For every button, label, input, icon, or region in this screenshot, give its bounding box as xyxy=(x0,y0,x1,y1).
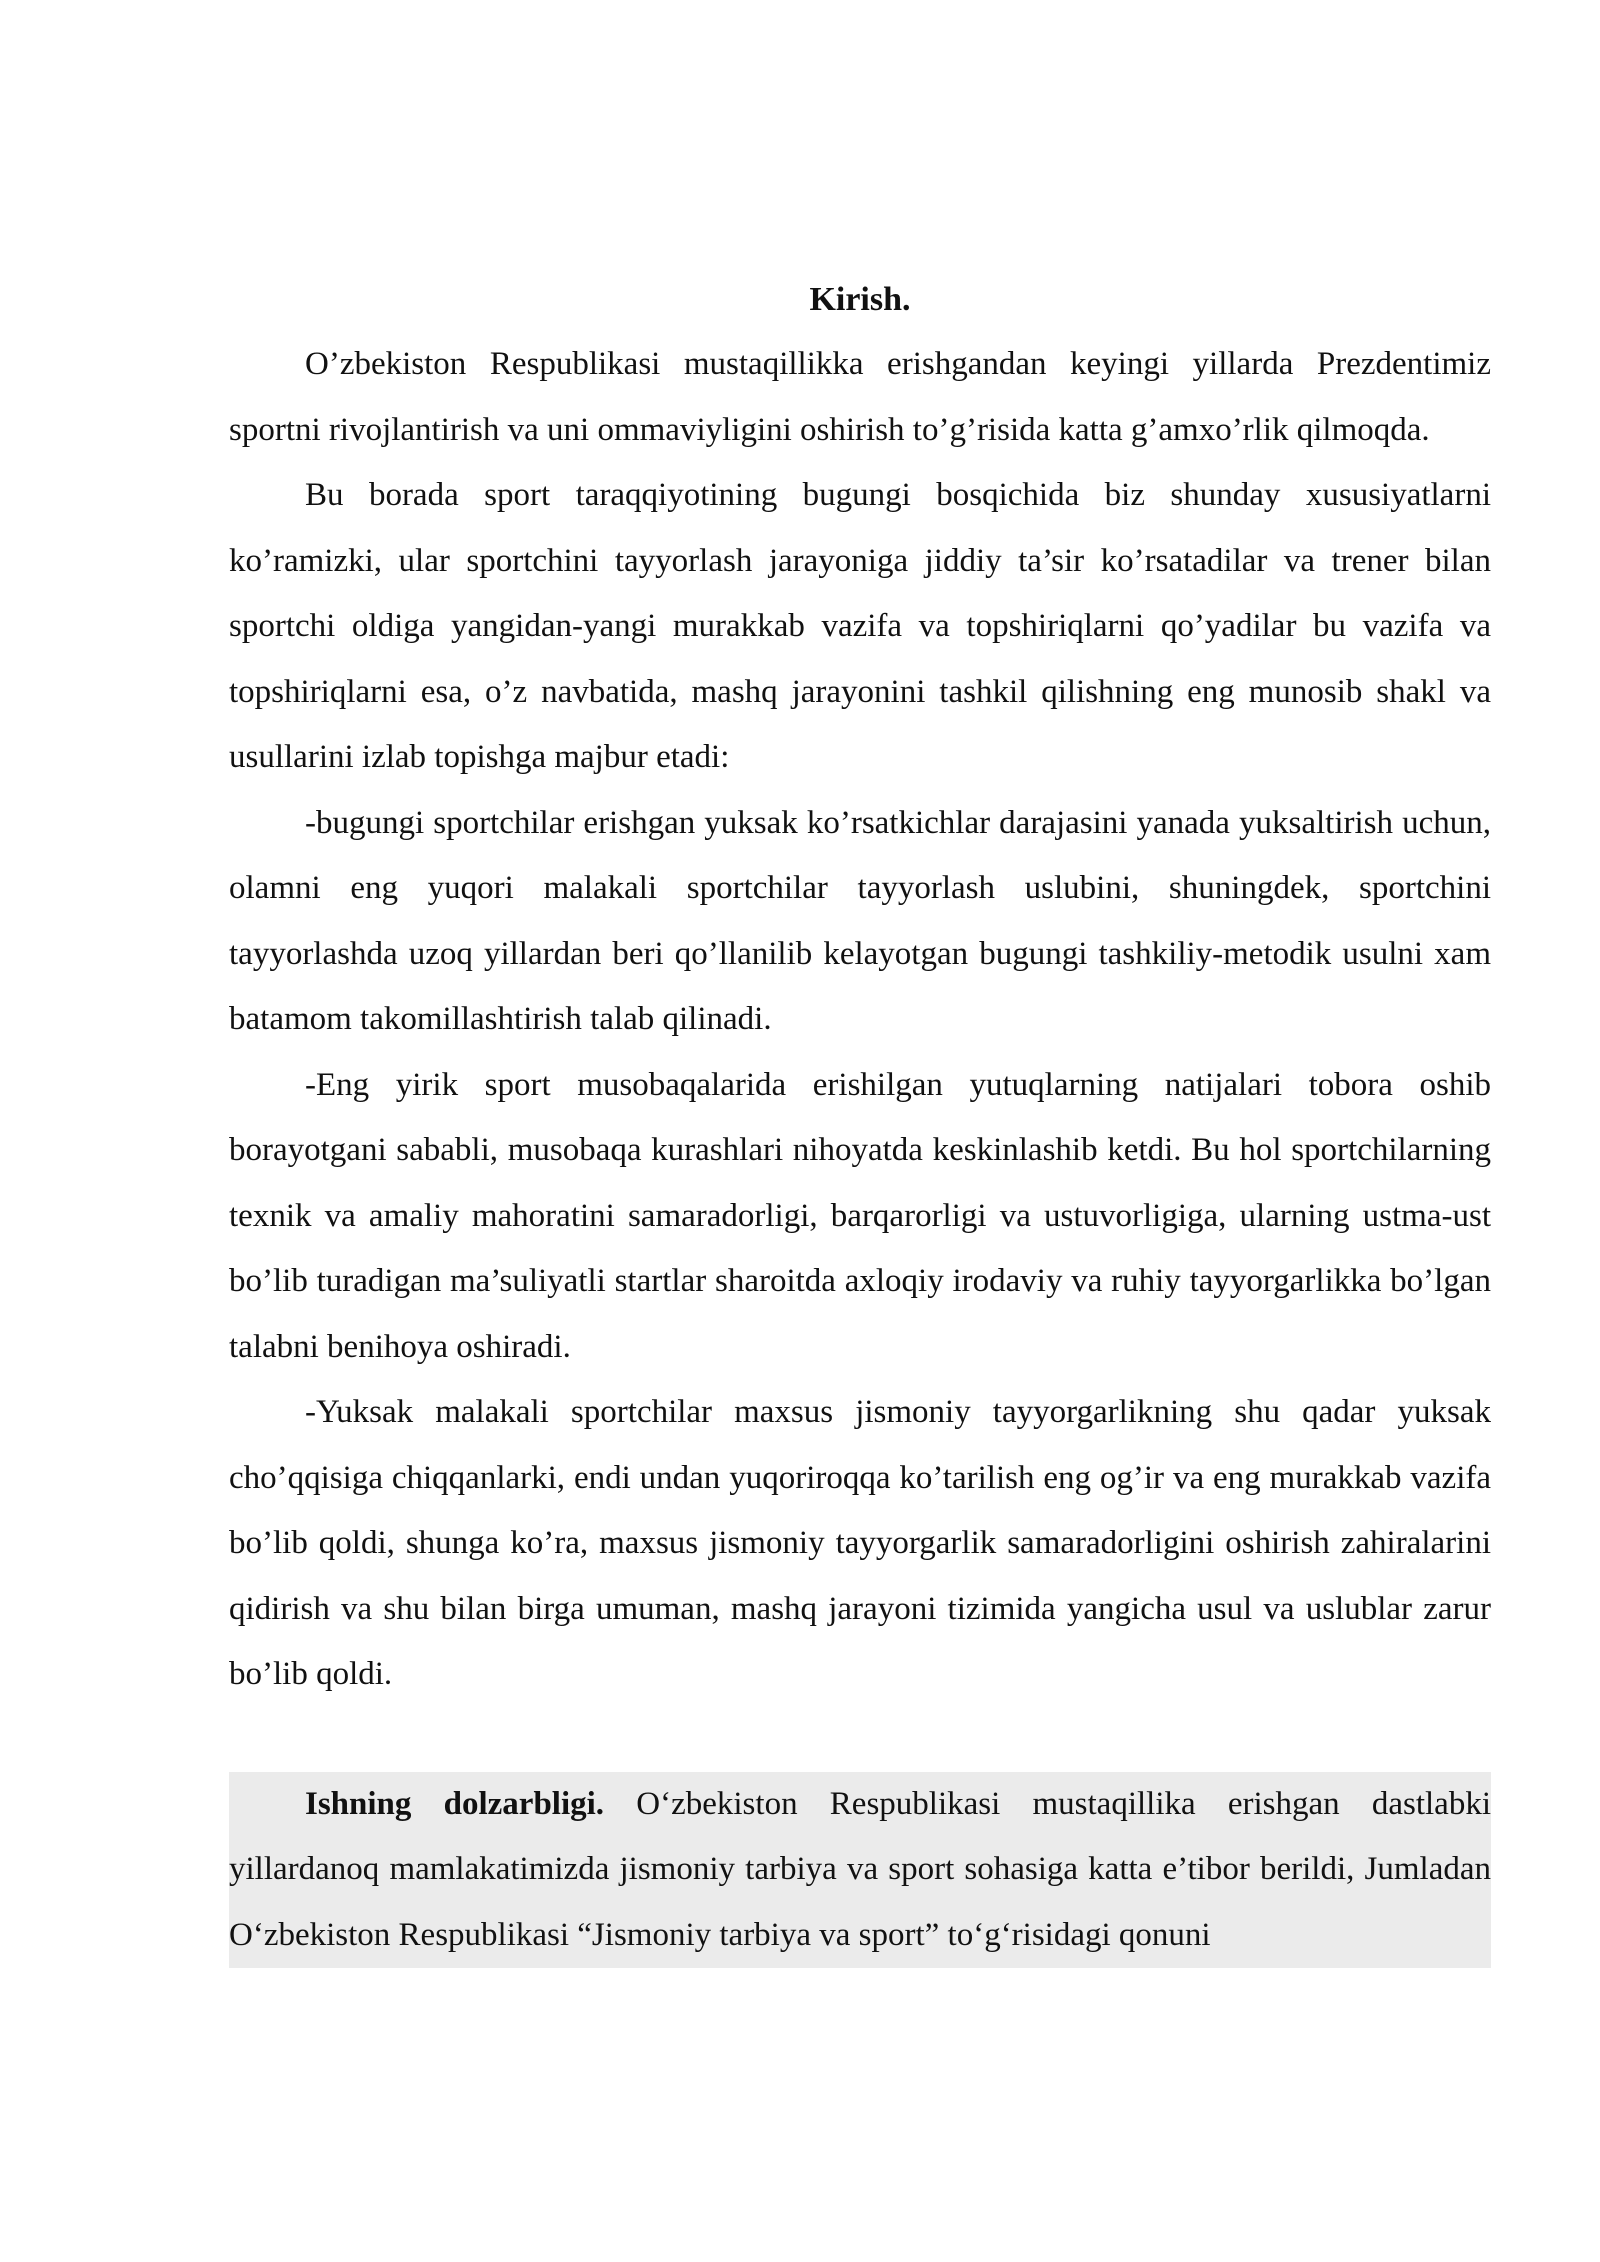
paragraph-intro: O’zbekiston Respublikasi mustaqillikka erishgandan keyingi yillarda Prezdentimiz sportni rivojlantirish va uni ommaviyligini oshirish to’g’risida katta g’amxo’rlik qilmoqda. xyxy=(229,346,1491,448)
paragraph-point-2: -Eng yirik sport musobaqalarida erishilgan yutuqlarning natijalari tobora oshib borayotgani sababli, musobaqa kurashlari nihoyatda keskinlashib ketdi. Bu hol sportchilarning texnik va amaliy mahoratini samaradorligi, barqarorligi va ustuvorligiga, ularning ustma-ust bo’lib turadigan ma’suliyatli startlar sharoitda axloqiy irodaviy va ruhiy tayyorgarlikka bo’lgan talabni benihoya oshiradi. xyxy=(229,1066,1491,1365)
paragraph-relevance xyxy=(229,1772,1491,1969)
paragraph-point-3: -Yuksak malakali sportchilar maxsus jismoniy tayyorgarlikning shu qadar yuksak cho’qqisiga chiqqanlarki, endi undan yuqoriroqqa ko’tarilish eng og’ir va eng murakkab vazifa bo’lib qoldi, shunga ko’ra, maxsus jismoniy tayyorgarlik samaradorligini oshirish zahiralarini qidirish va shu bilan birga umuman, mashq jarayoni tizimida yangicha usul va uslublar zarur bo’lib qoldi. xyxy=(229,1394,1491,1692)
relevance-text: O‘zbekiston Respublikasi mustaqillika erishgan dastlabki yillardanoq mamlakatimizda jismoniy tarbiya va sport sohasiga katta e’tibor berildi, Jumladan O‘zbekiston Respublikasi “Jismoniy tarbiya va sport” to‘g‘risidagi qonuni xyxy=(229,1785,1492,1953)
section-gap xyxy=(229,1708,1491,1772)
relevance-section xyxy=(229,1772,1491,1969)
relevance-heading: Ishning dolzarbligi. xyxy=(305,1785,605,1822)
document-title: Kirish. xyxy=(809,281,911,318)
paragraph-features: Bu borada sport taraqqiyotining bugungi bosqichida biz shunday xususiyatlarni ko’ramizki, ular sportchini tayyorlash jarayoniga jiddiy ta’sir ko’rsatadilar va trener bilan sportchi oldiga yangidan-yangi murakkab vazifa va topshiriqlarni qo’yadilar bu vazifa va topshiriqlarni esa, o’z navbatida, mashq jarayonini tashkil qilishning eng munosib shakl va usullarini izlab topishga majbur etadi: xyxy=(229,477,1491,775)
paragraph-point-1: -bugungi sportchilar erishgan yuksak ko’rsatkichlar darajasini yanada yuksaltirish uchun, olamni eng yuqori malakali sportchilar tayyorlash uslubini, shuningdek, sportchini tayyorlashda uzoq yillardan beri qo’llanilib kelayotgan bugungi tashkiliy-metodik usulni xam batamom takomillashtirish talab qilinadi. xyxy=(229,804,1491,1037)
document-page xyxy=(229,280,1491,1968)
